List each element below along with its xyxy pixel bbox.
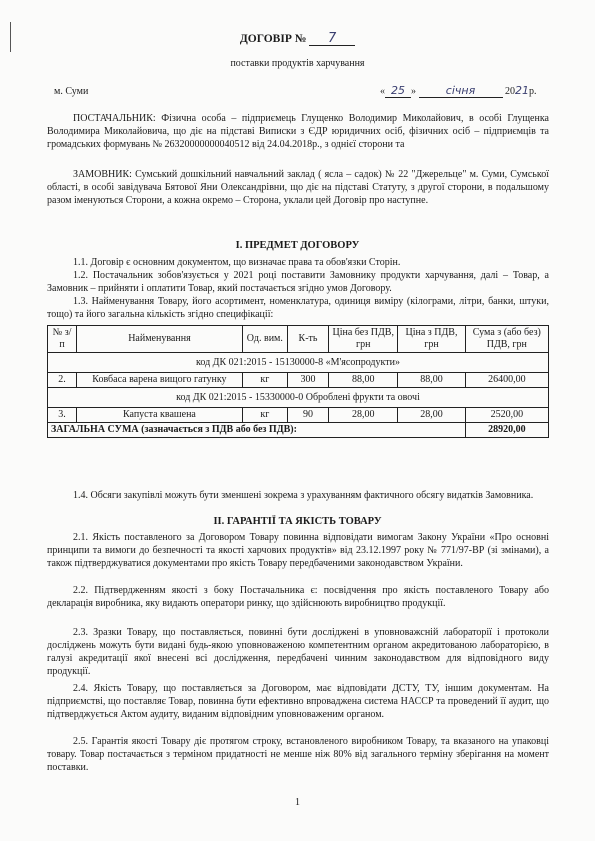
col-name: Найменування: [77, 326, 243, 353]
cell-price-vat: 88,00: [398, 373, 465, 388]
date-suffix: р.: [529, 86, 537, 97]
cell-unit: кг: [242, 408, 287, 423]
table-total-row: [48, 423, 549, 438]
contract-title: [0, 33, 595, 46]
section-2-heading: ІІ. ГАРАНТІЇ ТА ЯКІСТЬ ТОВАРУ: [213, 516, 382, 527]
supplier-paragraph: ПОСТАЧАЛЬНИК: Фізична особа – підприємець Глущенко Володимир Миколайович, в особі Глущенка Володимира Миколайовича, що діє на підставі Виписки з ЄДР юридичних осіб, фізичних осіб – підприємців та громадських формувань № 26320000000040512 від 24.04.2018р., з однієї сторони та: [47, 113, 549, 150]
table-row: [48, 408, 549, 423]
cell-qty: 300: [287, 373, 328, 388]
col-price-no-vat: Ціна без ПДВ, грн: [329, 326, 398, 353]
page-number: 1: [295, 797, 300, 808]
contract-number-handwritten: 7: [309, 33, 355, 46]
title-text: ДОГОВІР №: [239, 33, 307, 45]
total-label: ЗАГАЛЬНА СУМА (зазначається з ПДВ або без ПДВ):: [48, 423, 466, 438]
clause-2-1: 2.1. Якість поставленого за Договором Товару повинна відповідати вимогам Закону України «Про основні принципи та вимоги до безпечності та якості харчових продуктів» від 23.12.1997 року № 771/97-ВР (зі змінами), а також підтверджуватися документами про якість Товару передбаченими законодавством України.: [47, 532, 549, 569]
table-row: [48, 373, 549, 388]
cell-price-vat: 28,00: [398, 408, 465, 423]
cell-num: 2.: [48, 373, 77, 388]
contract-subtitle: поставки продуктів харчування: [230, 58, 365, 69]
group-code-meat: код ДК 021:2015 - 15130000-8 «М'ясопродукти»: [48, 353, 549, 373]
date-month: січня: [419, 85, 503, 98]
contract-date: « 25 » січня 2021р.: [380, 84, 537, 97]
clause-1-1: 1.1. Договір є основним документом, що визначає права та обов'язки Сторін.: [73, 257, 401, 268]
cell-name: Капуста квашена: [77, 408, 243, 423]
clause-2-2: 2.2. Підтвердженням якості з боку Постачальника є: посвідчення про якість поставленого Товару або декларація виробника, яку видають оператори ринку, що здійснюють виробництво продукції.: [47, 585, 549, 609]
col-unit: Од. вим.: [242, 326, 287, 353]
clause-1-2: 1.2. Постачальник зобов'язується у 2021 році поставити Замовнику продукти харчування, далі – Товар, а Замовник – прийняти і оплатити Товар, який постачається згідно умов Договору.: [47, 270, 549, 294]
section-1-heading: І. ПРЕДМЕТ ДОГОВОРУ: [235, 240, 360, 251]
table-group-row: [48, 353, 549, 373]
table-header-row: [48, 326, 549, 353]
cell-sum: 2520,00: [465, 408, 548, 423]
col-price-vat: Ціна з ПДВ, грн: [398, 326, 465, 353]
table-group-row: [48, 388, 549, 408]
cell-price-no-vat: 28,00: [329, 408, 398, 423]
clause-2-3: 2.3. Зразки Товару, що поставляється, повинні бути досліджені в уповноважсній лабораторії і протоколи досліджень можуть бути видані будь-якою уповноваженою компетентним органом акредитованою лабораторією, в галузі акредитації якої внесені всі дослідження, передбачені чинним законодавством для відповідного виду продукції.: [47, 627, 549, 677]
cell-name: Ковбаса варена вищого гатунку: [77, 373, 243, 388]
col-sum: Сума з (або без) ПДВ, грн: [465, 326, 548, 353]
cell-unit: кг: [242, 373, 287, 388]
clause-1-3: 1.3. Найменування Товару, його асортимент, номенклатура, одиниця виміру (кілограми, літри, банки, штуки, тощо) та його загальна кількість згідно специфікації:: [47, 296, 549, 320]
specification-table: [47, 325, 549, 438]
group-code-vegetables: код ДК 021:2015 - 15330000-0 Оброблені фрукти та овочі: [48, 388, 549, 408]
col-num: № з/п: [48, 326, 77, 353]
date-year-hand: 21: [515, 84, 529, 97]
cell-qty: 90: [287, 408, 328, 423]
customer-paragraph: ЗАМОВНИК: Сумський дошкільний навчальний заклад ( ясла – садок) № 22 "Джерельце" м. Суми, Сумської області, в особі завідувача Бятової Яни Олександрівни, що діє на підставі Статуту, з другої сторони, в подальшому разом іменуються Сторони, а кожна окремо – Сторона, уклали цей Договір про наступне.: [47, 169, 549, 206]
total-value: 28920,00: [465, 423, 548, 438]
clause-1-4: 1.4. Обсяги закупівлі можуть бути зменшені зокрема з урахуванням фактичного обсягу видатків Замовника.: [73, 490, 534, 501]
cell-price-no-vat: 88,00: [329, 373, 398, 388]
cell-sum: 26400,00: [465, 373, 548, 388]
city-label: м. Суми: [54, 86, 89, 97]
clause-2-5: 2.5. Гарантія якості Товару діє протягом строку, встановленого виробником Товару, та вказаного на упаковці товару. Товар постачається з терміном придатності не менше ніж 80% від загального терміну зберігання на момент поставки.: [47, 736, 549, 773]
date-day: 25: [385, 85, 411, 98]
cell-num: 3.: [48, 408, 77, 423]
col-qty: К-ть: [287, 326, 328, 353]
clause-2-4: 2.4. Якість Товару, що поставляється за Договором, має відповідати ДСТУ, ТУ, іншим документам. На підприємстві, що поставляє Товар, повинна бути ефективно впроваджена система НАССР та проведений її аудит, що підтверджується Актом аудиту, виданим відповідним уповноваженим органом.: [47, 683, 549, 720]
date-year-prefix: 20: [505, 86, 515, 97]
